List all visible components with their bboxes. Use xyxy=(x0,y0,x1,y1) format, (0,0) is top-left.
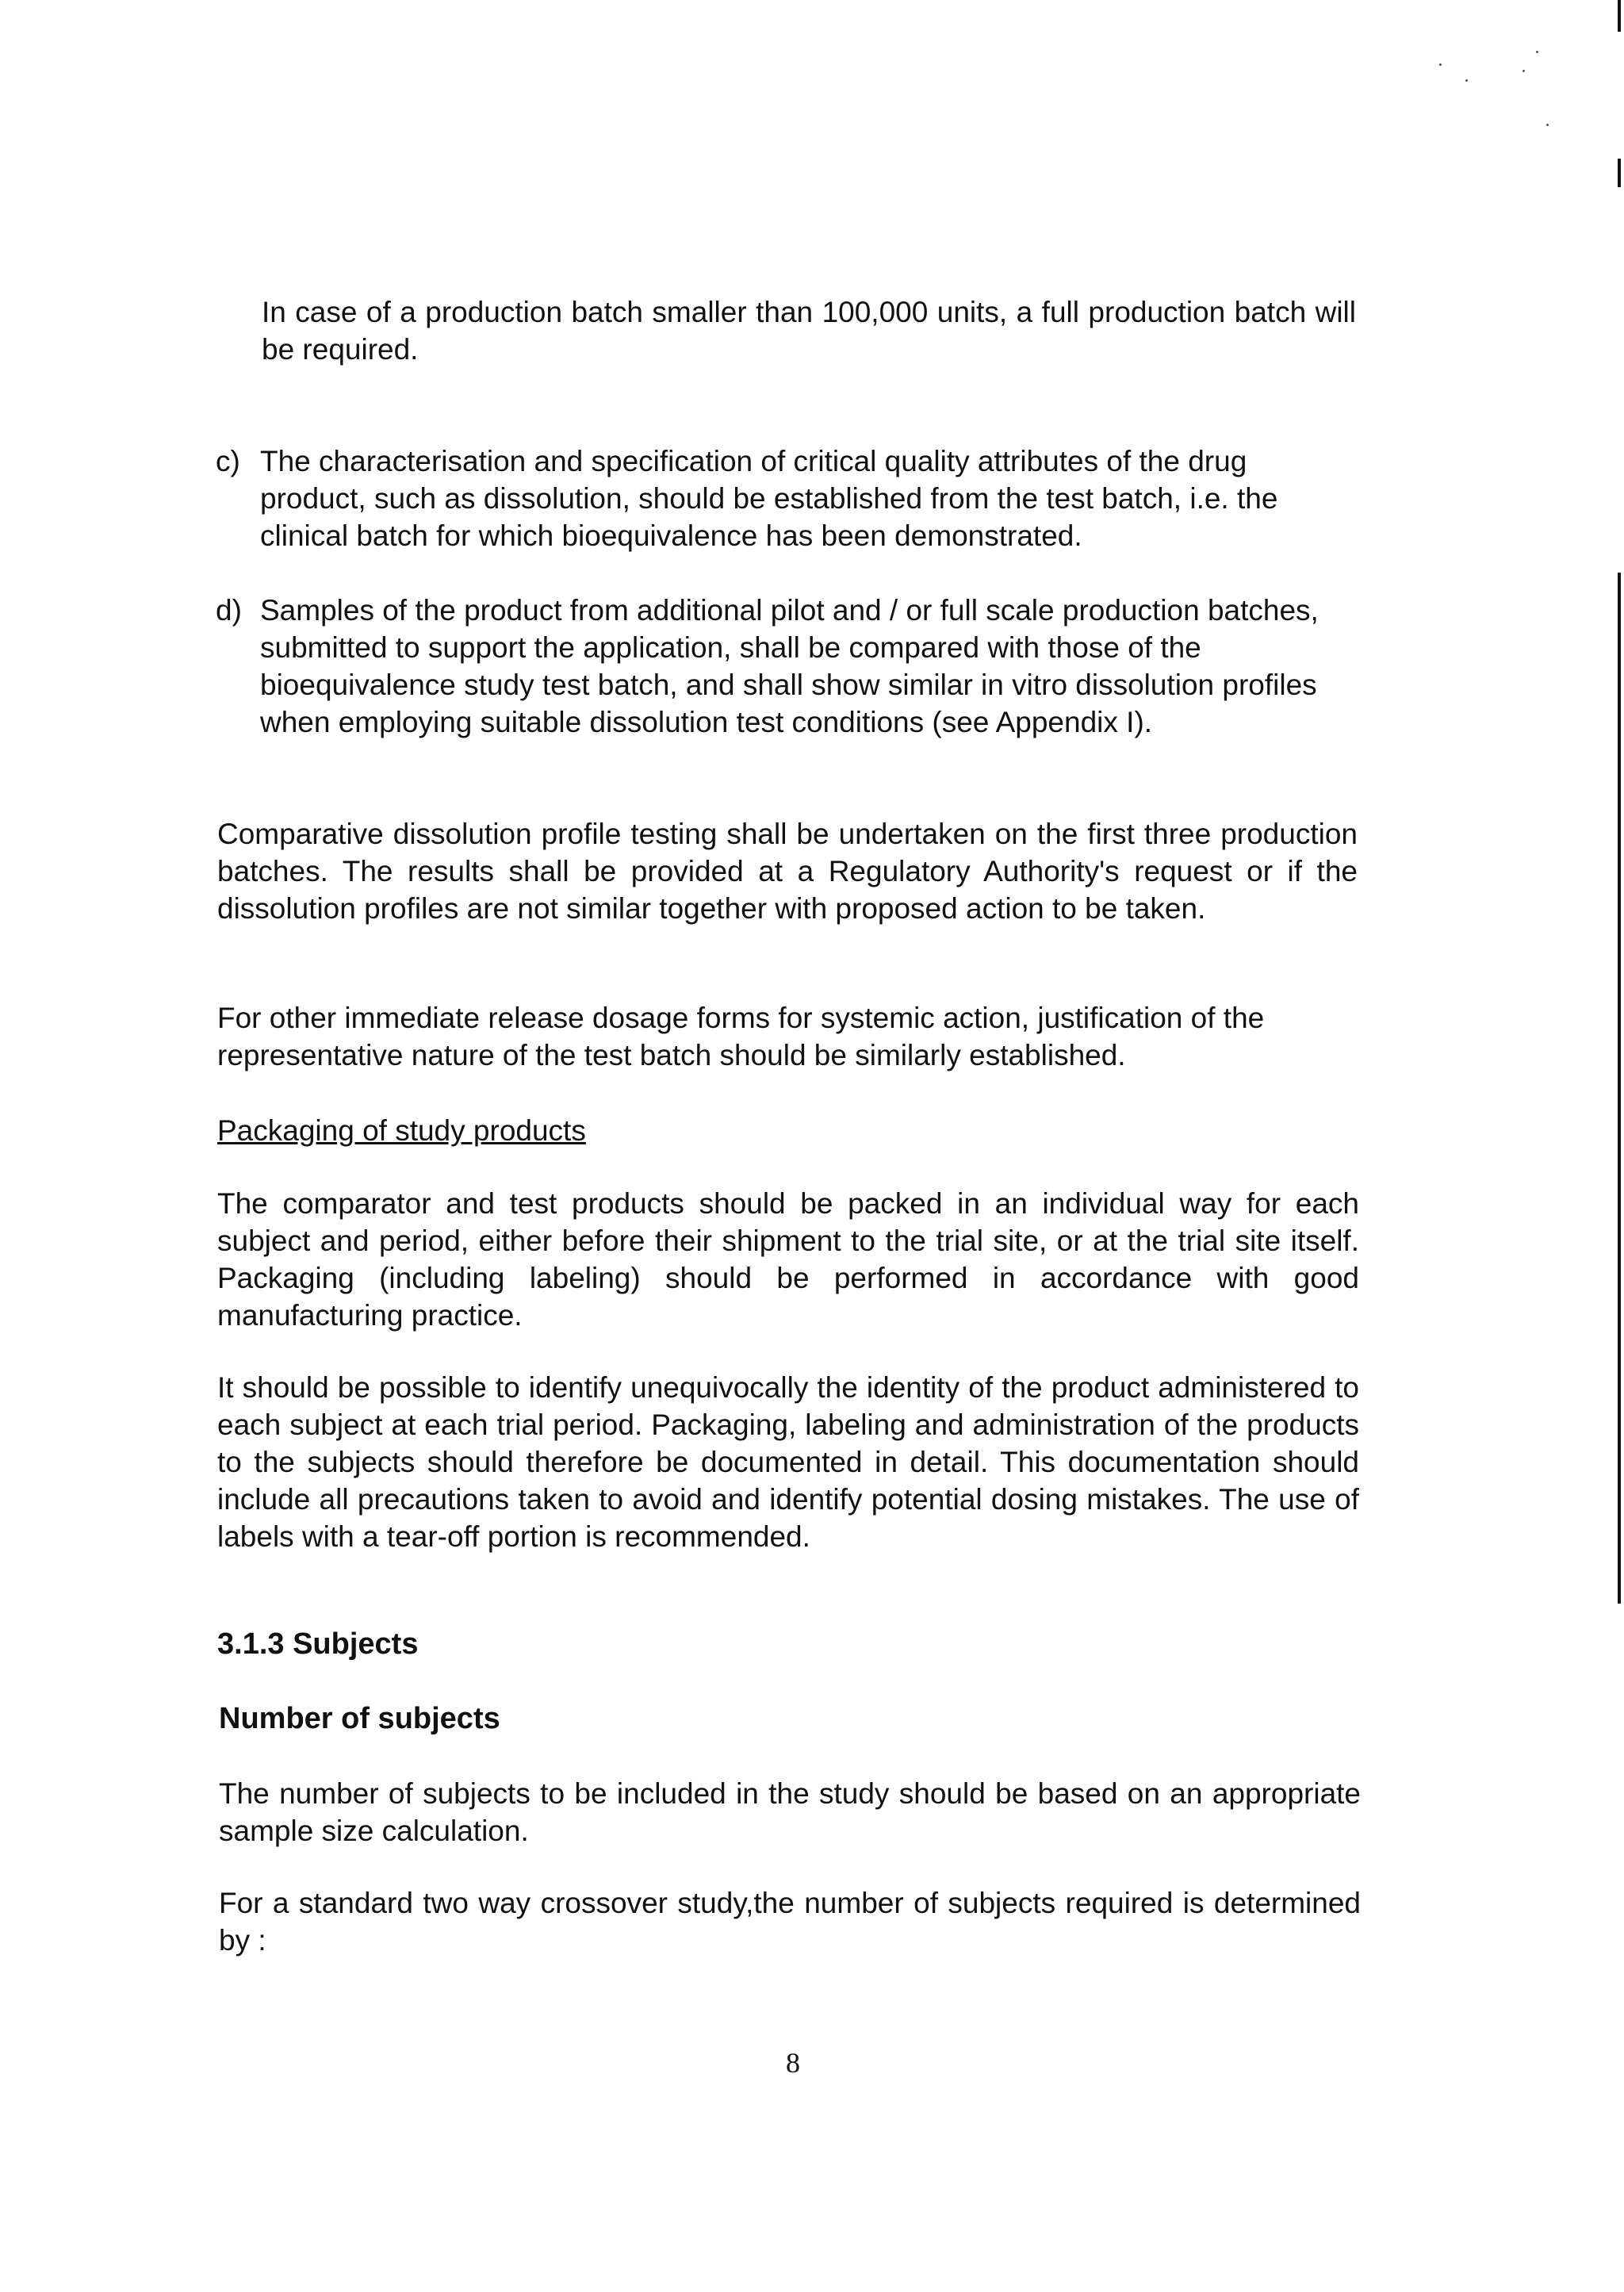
scan-speck xyxy=(1465,79,1468,82)
scan-edge-mark-right xyxy=(1618,573,1621,1604)
scan-edge-mark-upper xyxy=(1618,159,1621,187)
section-heading-subjects: 3.1.3 Subjects xyxy=(217,1627,419,1661)
paragraph-packaging: The comparator and test products should be packed in an individual way for each subject and period, either before their shipment to the trial site, or at the trial site itself. Packaging (including labeling) should be performed in accordance with good manufacturing practice. xyxy=(217,1187,1359,1332)
paragraph-crossover-study: For a standard two way crossover study,the number of subjects required is determined by : xyxy=(219,1887,1361,1957)
scan-speck xyxy=(1522,70,1525,72)
list-text-c: The characterisation and specification of critical quality attributes of the drug product, such as dissolution, should be established from the test batch, i.e. the clinical batch for which bioequivalence has been demonstrated. xyxy=(260,445,1278,552)
subsection-heading-number-of-subjects: Number of subjects xyxy=(219,1702,500,1735)
heading-packaging: Packaging of study products xyxy=(217,1114,586,1147)
paragraph-production-batch: In case of a production batch smaller than 100,000 units, a full production batch will be required. xyxy=(262,296,1356,366)
scan-speck xyxy=(1439,63,1442,66)
list-marker-c: c) xyxy=(216,445,240,477)
scan-speck xyxy=(1546,124,1549,126)
paragraph-identification: It should be possible to identify unequivocally the identity of the product administered to each subject at each trial period. Packaging, labeling and administration of the products to the subjects should therefore be documented in detail. This documentation should include all precautions taken to avoid and identify potential dosing mistakes. The use of labels with a tear-off portion is recommended. xyxy=(217,1371,1359,1553)
list-item-c xyxy=(216,443,1326,554)
list-marker-d: d) xyxy=(216,594,242,627)
list-text-d: Samples of the product from additional pilot and / or full scale production batches, submitted to support the application, shall be compared with those of the bioequivalence study test batch, and shall show similar in vitro dissolution profiles when employing suitable dissolution test conditions (see Appendix I). xyxy=(260,594,1319,738)
paragraph-other-dosage-forms: For other immediate release dosage forms for systemic action, justification of the representative nature of the test batch should be similarly established. xyxy=(217,1002,1265,1071)
paragraph-comparative-dissolution: Comparative dissolution profile testing shall be undertaken on the first three production batches. The results shall be provided at a Regulatory Authority's request or if the dissolution profiles are not similar together with proposed action to be taken. xyxy=(217,818,1358,925)
scan-edge-mark-top xyxy=(1618,0,1621,32)
list-item-d xyxy=(216,592,1326,741)
page-number: 8 xyxy=(786,2047,800,2079)
paragraph-sample-size: The number of subjects to be included in the study should be based on an appropriate sample size calculation. xyxy=(219,1777,1361,1847)
scan-speck xyxy=(1536,51,1538,53)
